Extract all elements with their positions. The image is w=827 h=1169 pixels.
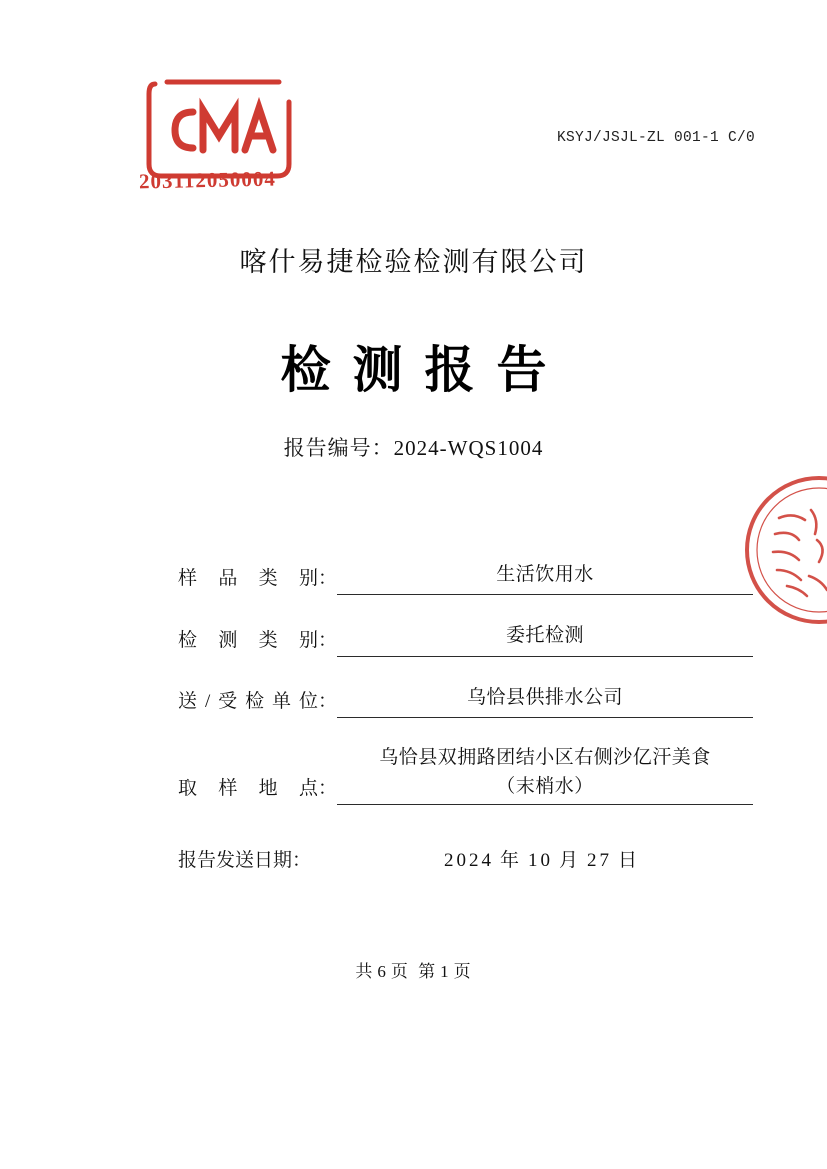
- field-label-sample-category: 样品类别: [178, 568, 318, 590]
- field-value-sample-category: 生活饮用水: [337, 560, 753, 595]
- field-row-sampling-location: [178, 744, 753, 805]
- sampling-location-line1: 乌恰县双拥路团结小区右侧沙亿汗美食: [379, 747, 711, 769]
- send-date-month-unit: 月: [559, 850, 582, 871]
- send-date-month: 10: [528, 850, 553, 871]
- field-row-sample-category: [178, 560, 753, 595]
- field-row-test-category: [178, 621, 753, 656]
- report-number: [0, 432, 827, 462]
- field-value-client-unit: 乌恰县供排水公司: [337, 683, 753, 718]
- send-date-year-unit: 年: [499, 850, 522, 871]
- page-title: 检测报告: [280, 342, 569, 398]
- field-label-client-unit: 送/受检单位: [178, 691, 318, 713]
- report-number-label: 报告编号：: [283, 436, 394, 460]
- footer-current-prefix: 第: [418, 962, 437, 981]
- field-value-sampling-location: [337, 744, 753, 805]
- report-send-date: [178, 845, 753, 872]
- sampling-location-line2: （末梢水）: [496, 775, 594, 797]
- field-label-test-category: 检测类别: [178, 629, 318, 651]
- footer-total-prefix: 共: [355, 962, 374, 981]
- send-date-day: 27: [587, 850, 613, 871]
- field-colon-client-unit: ：: [318, 691, 338, 713]
- footer-current-suffix: 页: [453, 962, 472, 981]
- send-date-day-unit: 日: [618, 850, 641, 871]
- report-info-fields: [178, 560, 753, 831]
- send-date-value: [311, 845, 753, 872]
- report-number-value: 2024-WQS1004: [393, 436, 544, 460]
- page-footer: [0, 957, 827, 982]
- document-code: KSYJ/JSJL-ZL 001-1 C/0: [556, 130, 755, 146]
- field-colon-test-category: ：: [318, 629, 338, 651]
- send-date-label: 报告发送日期：: [178, 850, 312, 871]
- send-date-year: 2024: [443, 850, 494, 871]
- company-name: 喀什易捷检验检测有限公司: [239, 247, 588, 277]
- field-row-client-unit: [178, 683, 753, 718]
- field-value-test-category: 委托检测: [337, 621, 753, 656]
- cma-certificate-number: 203112050004: [138, 166, 277, 194]
- field-colon-sample-category: ：: [318, 568, 338, 590]
- footer-current-page: 1: [440, 962, 450, 981]
- footer-total-pages: 6: [377, 962, 387, 981]
- field-label-sampling-location: 取样地点: [178, 778, 318, 800]
- field-colon-sampling-location: ：: [318, 778, 338, 800]
- footer-total-suffix: 页: [390, 962, 409, 981]
